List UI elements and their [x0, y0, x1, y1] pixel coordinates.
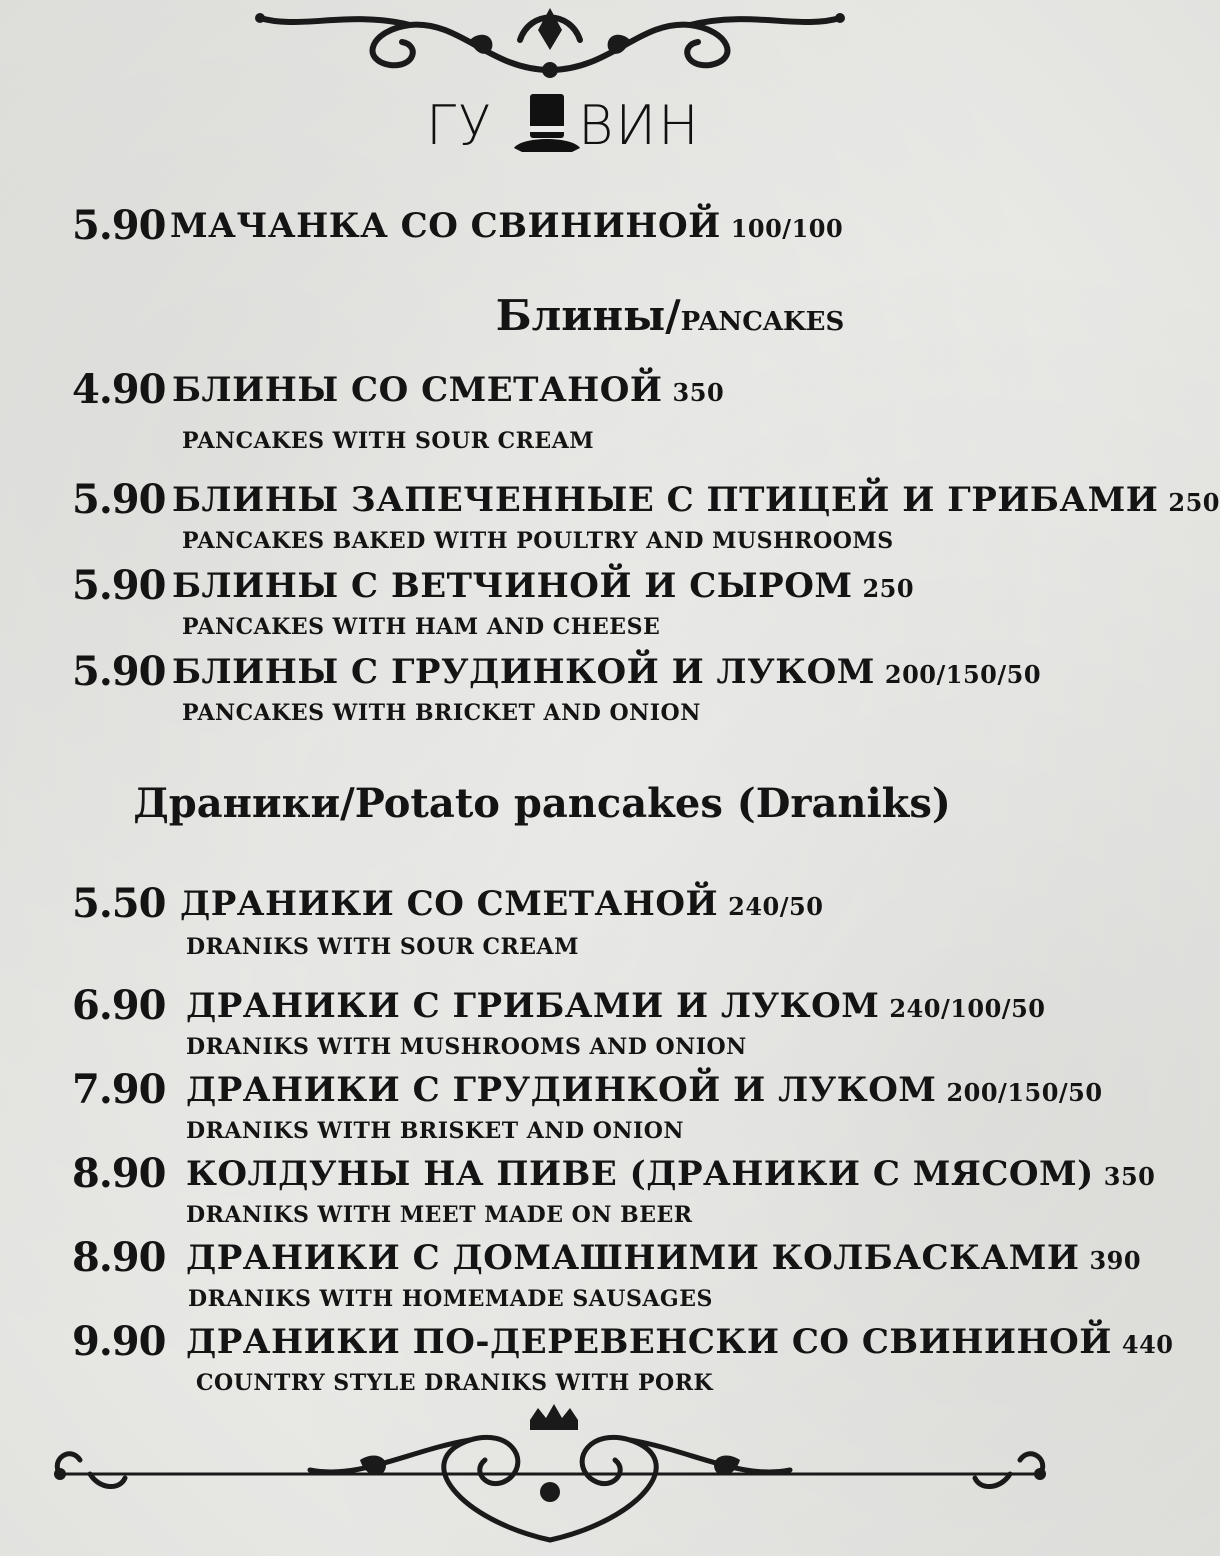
section-heading-pancakes: [120, 286, 1220, 355]
bottom-ornament: [30, 1400, 1070, 1550]
item-weight: 350: [672, 378, 725, 407]
brand-logo: [420, 92, 720, 164]
item-name-en: PANCAKES WITH SOUR CREAM: [182, 428, 595, 454]
item-name: [186, 982, 1045, 1033]
item-name: [172, 366, 724, 417]
item-name-en: PANCAKES WITH HAM AND CHEESE: [182, 614, 661, 640]
item-name-text: БЛИНЫ ЗАПЕЧЕННЫЕ С ПТИЦЕЙ И ГРИБАМИ: [172, 480, 1159, 520]
item-name-en: DRANIKS WITH MEET MADE ON BEER: [186, 1202, 693, 1228]
item-name-en: DRANIKS WITH HOMEMADE SAUSAGES: [188, 1286, 713, 1312]
item-weight: 100/100: [730, 214, 844, 243]
section-heading-text: Драники/Potato pancakes (Draniks): [133, 780, 951, 827]
item-price: 5.90: [72, 562, 166, 609]
item-price: 9.90: [72, 1318, 166, 1365]
item-weight: 350: [1103, 1162, 1156, 1191]
item-name: [172, 648, 1041, 699]
item-price: 8.90: [72, 1150, 166, 1197]
item-name: [170, 202, 843, 253]
item-name: [186, 1318, 1173, 1369]
item-name: [186, 1234, 1141, 1285]
item-name: [186, 1066, 1103, 1117]
section-heading-ru: Блины: [495, 291, 666, 340]
heading-slash: /: [665, 291, 681, 340]
item-weight: 240/50: [728, 892, 824, 921]
section-heading-draniki: [0, 774, 1092, 842]
top-ornament: [230, 0, 870, 100]
item-weight: 200/150/50: [946, 1078, 1103, 1107]
item-name-text: БЛИНЫ С ВЕТЧИНОЙ И СЫРОМ: [172, 566, 853, 606]
item-name-en: PANCAKES BAKED WITH POULTRY AND MUSHROOMS: [182, 528, 894, 554]
item-name-text: ДРАНИКИ С ГРУДИНКОЙ И ЛУКОМ: [186, 1070, 937, 1110]
item-name-en: COUNTRY STYLE DRANIKS WITH PORK: [196, 1370, 714, 1396]
item-name-text: ДРАНИКИ ПО-ДЕРЕВЕНСКИ СО СВИНИНОЙ: [186, 1322, 1112, 1362]
item-name-text: ДРАНИКИ СО СМЕТАНОЙ: [180, 884, 719, 924]
item-weight: 240/100/50: [889, 994, 1046, 1023]
item-price: 4.90: [72, 366, 166, 413]
item-name: [186, 1150, 1155, 1201]
item-name-en: PANCAKES WITH BRICKET AND ONION: [182, 700, 701, 726]
item-name-en: DRANIKS WITH MUSHROOMS AND ONION: [186, 1034, 747, 1060]
item-name: [172, 476, 1220, 527]
top-hat-icon: [512, 92, 582, 156]
item-price: 5.90: [72, 648, 166, 695]
item-name-text: ДРАНИКИ С ГРИБАМИ И ЛУКОМ: [186, 986, 880, 1026]
item-weight: 200/150/50: [884, 660, 1042, 689]
item-weight: 250: [862, 574, 915, 603]
brand-logo-left: ГУ: [426, 94, 493, 157]
item-price: 5.50: [72, 880, 166, 927]
item-price: 7.90: [72, 1066, 166, 1113]
item-name-en: DRANIKS WITH BRISKET AND ONION: [186, 1118, 685, 1144]
item-price: 8.90: [72, 1234, 166, 1281]
item-price: 6.90: [72, 982, 166, 1029]
brand-logo-right: ВИН: [578, 94, 701, 157]
item-name: [180, 880, 823, 931]
item-price: 5.90: [72, 202, 166, 249]
item-weight: 440: [1121, 1330, 1174, 1359]
item-weight: 250: [1168, 488, 1220, 517]
item-name-text: БЛИНЫ СО СМЕТАНОЙ: [172, 370, 663, 410]
item-name-text: МАЧАНКА СО СВИНИНОЙ: [170, 206, 721, 246]
item-name-text: КОЛДУНЫ НА ПИВЕ (ДРАНИКИ С МЯСОМ): [186, 1154, 1094, 1194]
item-name-text: БЛИНЫ С ГРУДИНКОЙ И ЛУКОМ: [172, 652, 875, 692]
item-name-text: ДРАНИКИ С ДОМАШНИМИ КОЛБАСКАМИ: [186, 1238, 1080, 1278]
item-name: [172, 562, 914, 613]
item-name-en: DRANIKS WITH SOUR CREAM: [186, 934, 579, 960]
item-price: 5.90: [72, 476, 166, 523]
section-heading-en: PANCAKES: [680, 307, 845, 337]
item-weight: 390: [1089, 1246, 1142, 1275]
